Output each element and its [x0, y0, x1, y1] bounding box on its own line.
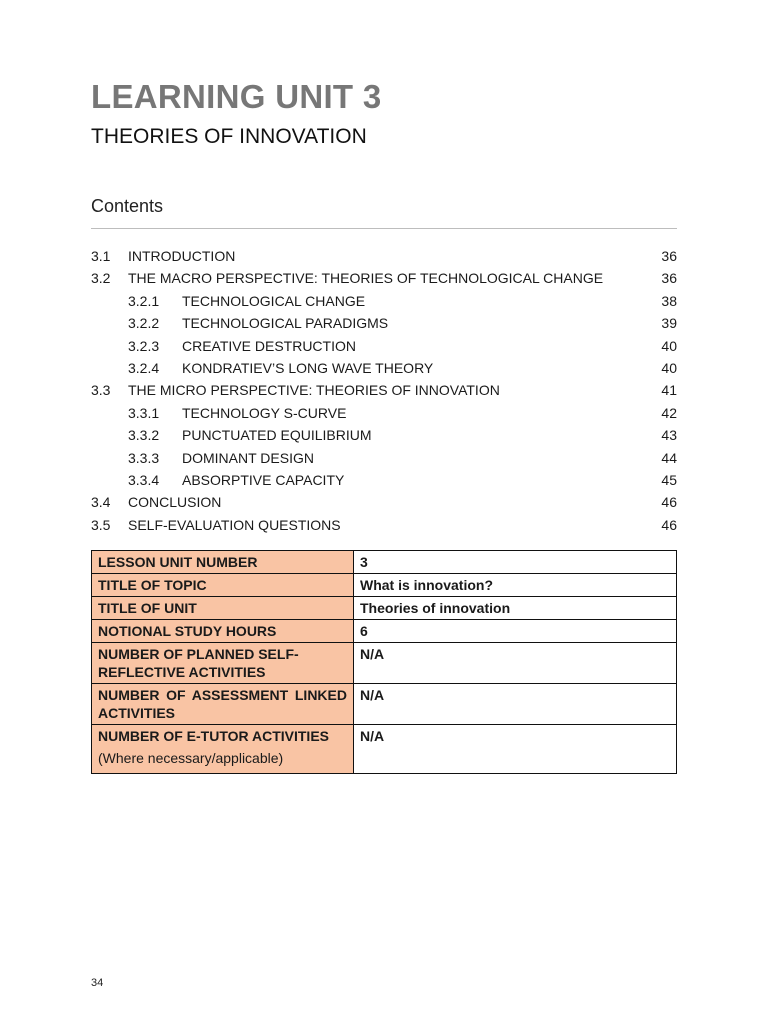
planned-self-reflective-activities-value: N/A [354, 643, 677, 684]
toc-entry-page: 41 [661, 382, 677, 399]
toc-entry-page: 40 [661, 359, 677, 376]
toc-subentry[interactable] [91, 336, 677, 358]
toc-entry-number: 3.3 [91, 382, 111, 399]
toc-entry-page: 39 [661, 315, 677, 332]
toc-entry-title: TECHNOLOGICAL CHANGE [182, 292, 366, 309]
table-row [92, 643, 677, 684]
toc-subentry[interactable] [91, 291, 677, 313]
table-row [92, 551, 677, 574]
toc-entry-number: 3.2 [91, 270, 111, 287]
title-of-topic-label: TITLE OF TOPIC [92, 574, 354, 597]
unit-title: LEARNING UNIT 3 [91, 78, 382, 115]
label-line: NUMBER OF PLANNED SELF- [98, 646, 299, 662]
toc-entry-title: SELF-EVALUATION QUESTIONS [128, 516, 341, 533]
page-number: 34 [91, 977, 104, 989]
label-line: NUMBER OF E-TUTOR ACTIVITIES [98, 728, 329, 744]
title-of-topic-value: What is innovation? [354, 574, 677, 597]
toc-entry-title: DOMINANT DESIGN [182, 449, 314, 466]
toc-entry-number: 3.4 [91, 494, 111, 511]
toc-entry-number: 3.5 [91, 516, 111, 533]
toc-entry-number: 3.2.1 [128, 292, 160, 309]
toc-entry-title: ABSORPTIVE CAPACITY [182, 471, 345, 488]
toc-subentry[interactable] [91, 403, 677, 425]
label-note: (Where necessary/applicable) [98, 750, 284, 766]
toc-entry-title: KONDRATIEV’S LONG WAVE THEORY [182, 359, 434, 376]
table-row [92, 597, 677, 620]
unit-subtitle: THEORIES OF INNOVATION [91, 125, 367, 148]
toc-subentry[interactable] [91, 358, 677, 380]
table-of-contents [91, 246, 677, 537]
toc-entry-page: 46 [661, 494, 677, 511]
toc-entry[interactable] [91, 492, 677, 514]
toc-entry[interactable] [91, 380, 677, 402]
toc-entry-number: 3.2.2 [128, 315, 160, 332]
toc-entry-title: TECHNOLOGY S-CURVE [182, 404, 347, 421]
toc-entry-page: 38 [661, 292, 677, 309]
toc-entry-page: 46 [661, 516, 677, 533]
toc-entry[interactable] [91, 268, 677, 290]
toc-entry-title: INTRODUCTION [128, 248, 236, 264]
label-line: REFLECTIVE ACTIVITIES [98, 664, 266, 680]
lesson-info-table [91, 550, 677, 774]
toc-entry-title: THE MACRO PERSPECTIVE: THEORIES OF TECHNOLOGICAL CHANGE [128, 270, 604, 287]
toc-entry[interactable] [91, 515, 677, 537]
contents-heading: Contents [91, 196, 164, 216]
toc-entry-title: PUNCTUATED EQUILIBRIUM [182, 427, 372, 444]
table-row [92, 684, 677, 725]
toc-entry-page: 40 [661, 337, 677, 354]
toc-entry-page: 42 [661, 404, 677, 421]
toc-entry-number: 3.3.2 [128, 427, 160, 444]
toc-subentry[interactable] [91, 425, 677, 447]
assessment-linked-activities-label [92, 684, 354, 725]
table-row [92, 725, 677, 774]
toc-entry-page: 36 [661, 248, 677, 264]
toc-subentry[interactable] [91, 313, 677, 335]
toc-entry-page: 36 [661, 270, 677, 287]
e-tutor-activities-label [92, 725, 354, 774]
toc-entry-title: CONCLUSION [128, 494, 222, 511]
toc-entry-number: 3.2.3 [128, 337, 160, 354]
toc-entry-number: 3.3.4 [128, 471, 160, 488]
assessment-linked-activities-value: N/A [354, 684, 677, 725]
table-row [92, 620, 677, 643]
toc-entry-number: 3.3.3 [128, 449, 160, 466]
planned-self-reflective-activities-label [92, 643, 354, 684]
toc-entry-number: 3.1 [91, 248, 111, 264]
contents-divider [91, 228, 677, 229]
toc-entry-page: 45 [661, 471, 677, 488]
title-of-unit-value: Theories of innovation [354, 597, 677, 620]
notional-study-hours-value: 6 [354, 620, 677, 643]
lesson-unit-number-label: LESSON UNIT NUMBER [92, 551, 354, 574]
notional-study-hours-label: NOTIONAL STUDY HOURS [92, 620, 354, 643]
lesson-unit-number-value: 3 [354, 551, 677, 574]
toc-entry-title: THE MICRO PERSPECTIVE: THEORIES OF INNOVATION [128, 382, 500, 399]
label-line: ACTIVITIES [98, 705, 176, 721]
toc-subentry[interactable] [91, 470, 677, 492]
e-tutor-activities-value: N/A [354, 725, 677, 774]
toc-entry[interactable] [91, 246, 677, 268]
label-line: NUMBER OF ASSESSMENT LINKED [98, 687, 347, 703]
table-row [92, 574, 677, 597]
toc-entry-page: 44 [661, 449, 677, 466]
title-of-unit-label: TITLE OF UNIT [92, 597, 354, 620]
toc-entry-number: 3.3.1 [128, 404, 160, 421]
toc-subentry[interactable] [91, 448, 677, 470]
toc-entry-page: 43 [661, 427, 677, 444]
toc-entry-title: TECHNOLOGICAL PARADIGMS [182, 315, 389, 332]
toc-entry-number: 3.2.4 [128, 359, 160, 376]
toc-entry-title: CREATIVE DESTRUCTION [182, 337, 356, 354]
